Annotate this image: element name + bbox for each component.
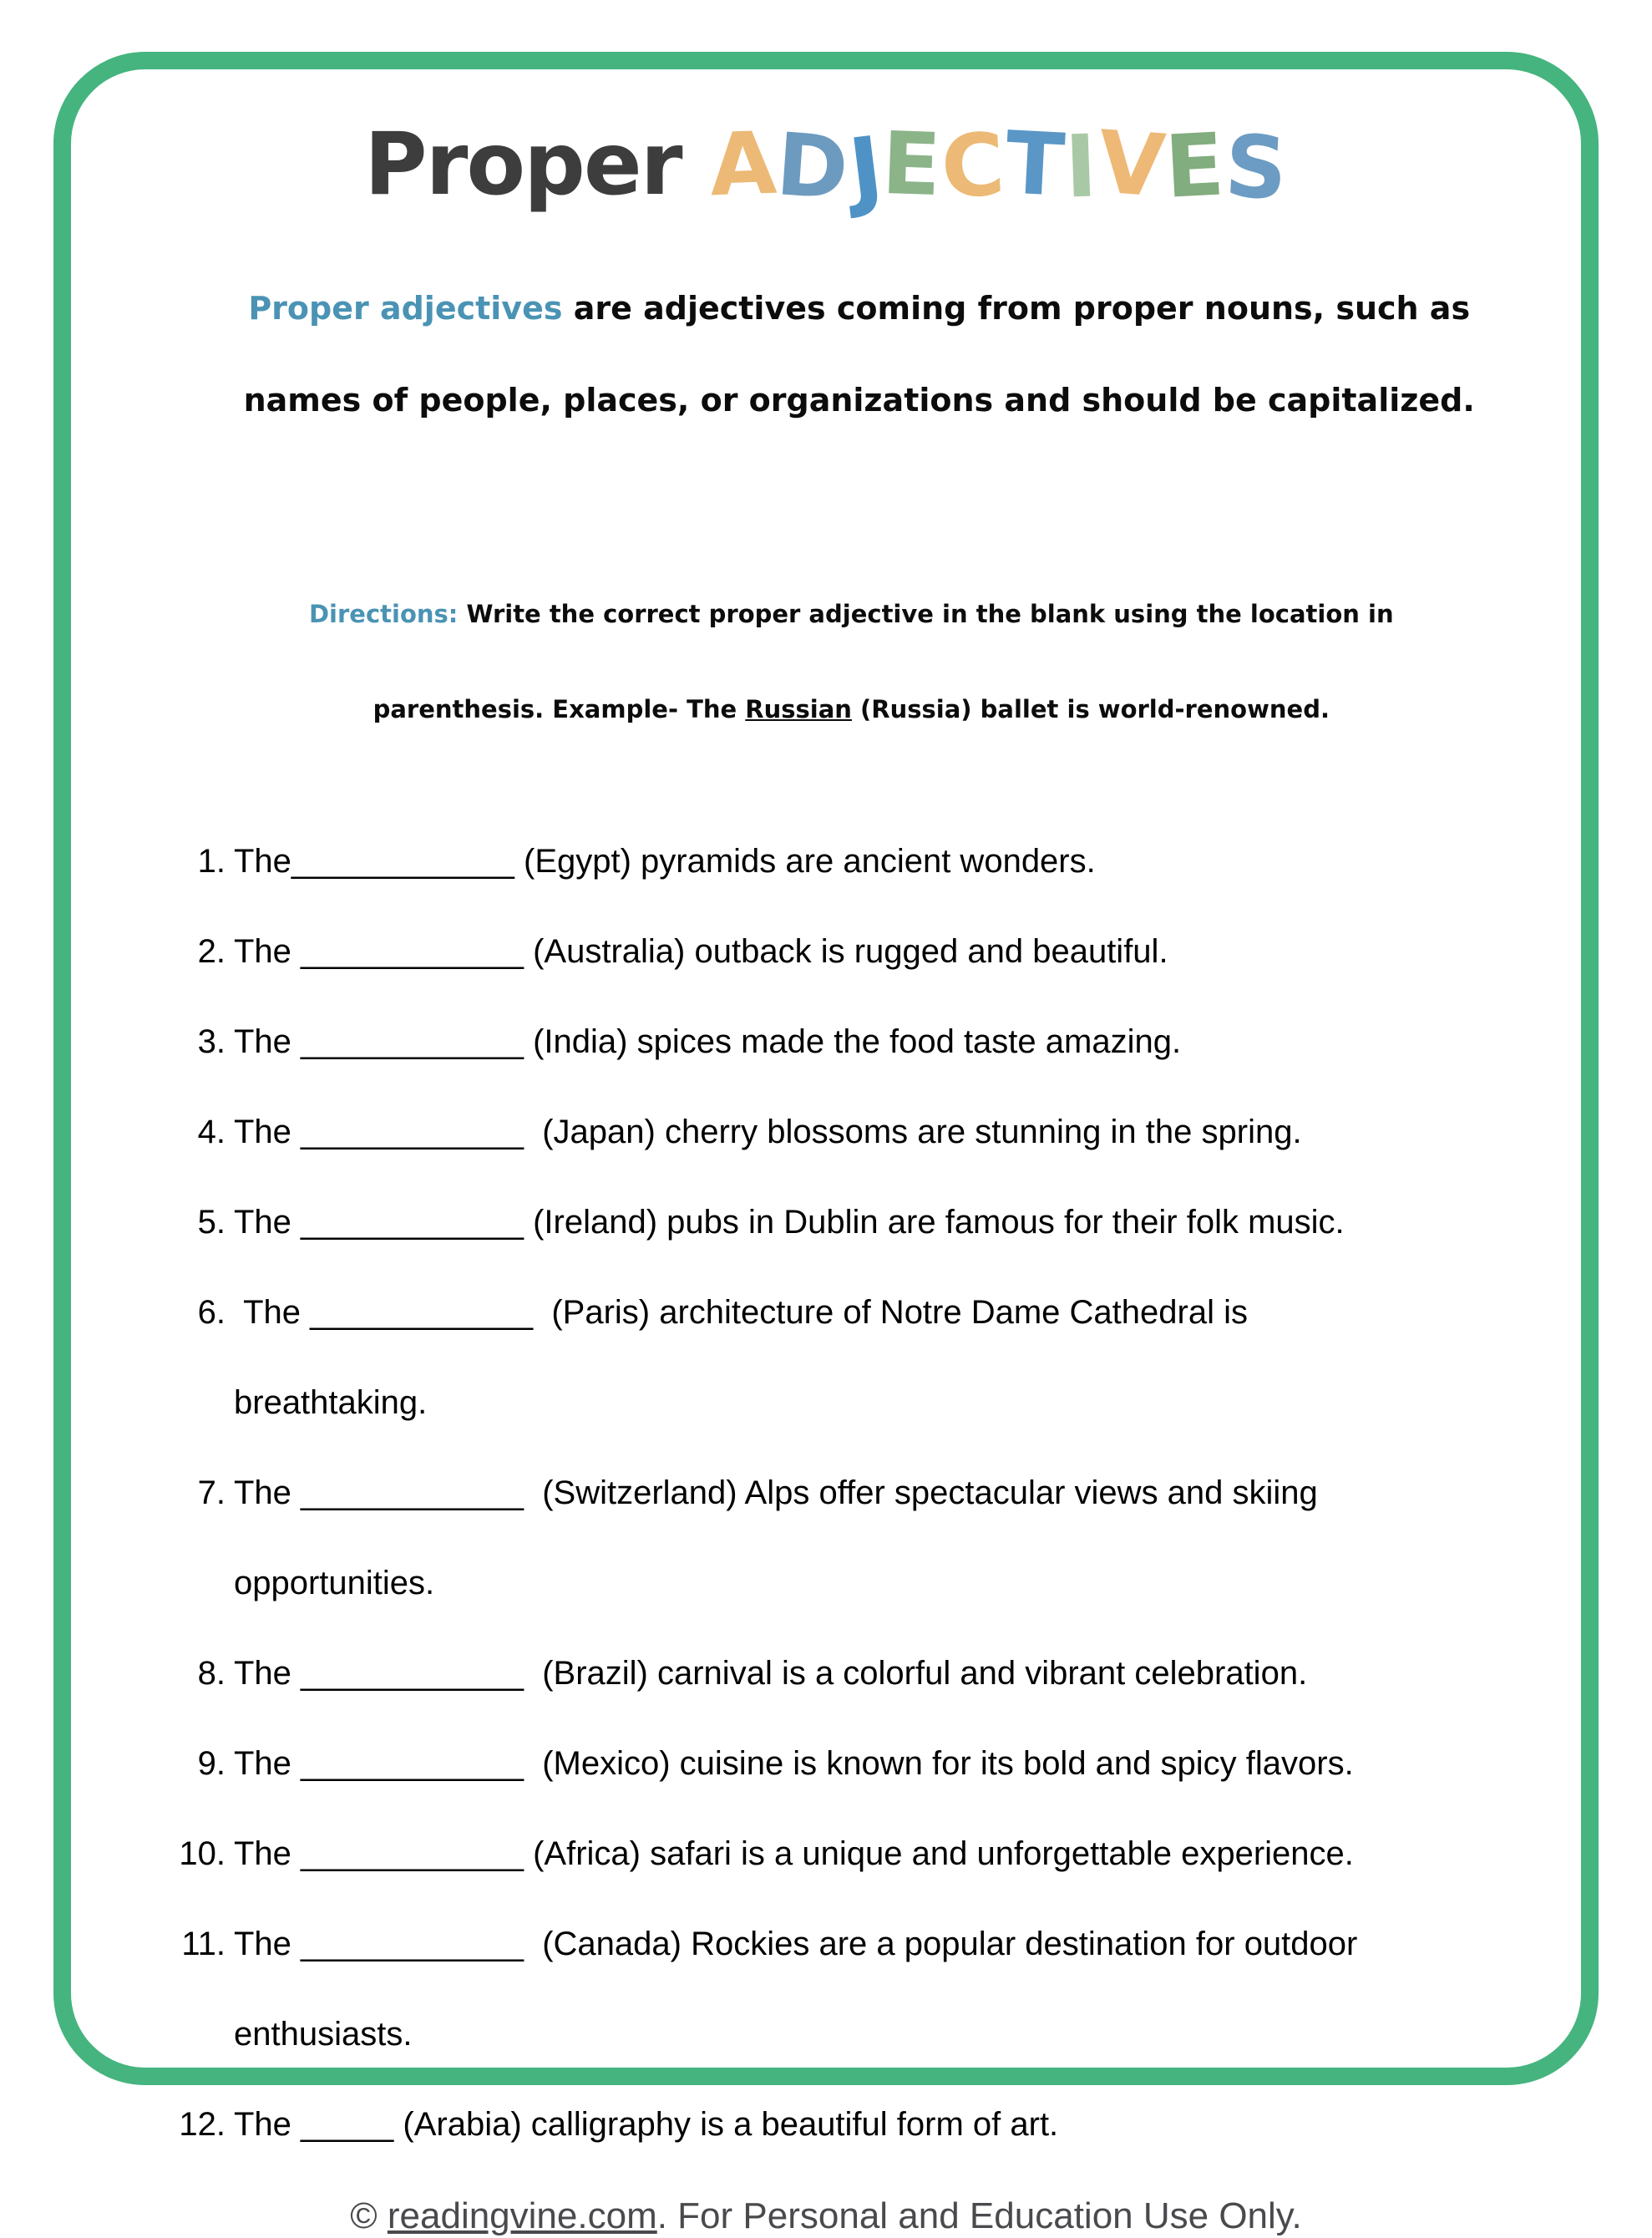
question-number: 9.	[197, 1745, 226, 1783]
question-text: The ____________ (Japan) cherry blossoms are stunning in the spring.	[234, 1114, 1302, 1151]
question-line	[117, 1292, 1535, 1332]
directions-line2-before: parenthesis. Example- The	[372, 695, 746, 724]
footer	[117, 2195, 1535, 2238]
directions-example-word: Russian	[745, 695, 852, 724]
question-text: The ____________ (Paris) architecture of Notre Dame Cathedral is	[234, 1294, 1248, 1332]
questions-list	[117, 841, 1535, 2144]
question-line	[117, 1473, 1535, 1513]
question-text: The ____________ (Brazil) carnival is a colorful and vibrant celebration.	[234, 1655, 1308, 1692]
question-line	[117, 1653, 1535, 1693]
title-letter: I	[1063, 116, 1100, 218]
question-line	[117, 1112, 1535, 1152]
question-line	[117, 2104, 1535, 2144]
question-number: 10.	[179, 1835, 226, 1873]
question-number: 8.	[197, 1655, 226, 1692]
question-line	[117, 1022, 1535, 1062]
footer-suffix: . For Personal and Education Use Only.	[656, 2195, 1302, 2237]
question-line	[117, 841, 1535, 881]
footer-link[interactable]: readingvine.com	[387, 2195, 657, 2237]
title-letter: T	[1002, 113, 1068, 216]
copyright-prefix: ©	[350, 2195, 388, 2237]
directions-line2-after: (Russia) ballet is world-renowned.	[851, 695, 1330, 724]
title-letter: V	[1094, 112, 1169, 217]
intro-text	[117, 240, 1535, 469]
title-letter: D	[773, 114, 853, 220]
question-number: 12.	[179, 2106, 226, 2144]
question-continuation: opportunities.	[234, 1565, 435, 1602]
question-number: 4.	[197, 1114, 226, 1151]
title-word-adjectives	[707, 112, 1290, 221]
question-text: The ____________ (Australia) outback is rugged and beautiful.	[234, 933, 1168, 971]
question-line	[117, 1743, 1535, 1784]
directions-line1-rest: Write the correct proper adjective in the blank using the location in	[458, 600, 1394, 629]
question-line	[117, 1924, 1535, 1964]
question-text: The ____________ (India) spices made the food taste amazing.	[234, 1023, 1182, 1061]
question-line	[117, 1202, 1535, 1242]
question-text: The _____ (Arabia) calligraphy is a beautiful form of art.	[234, 2106, 1059, 2144]
directions-text	[117, 543, 1535, 781]
question-continuation: enthusiasts.	[234, 2016, 413, 2053]
intro-highlight: Proper adjectives	[248, 290, 563, 327]
intro-line2: names of people, places, or organizations and should be capitalized.	[243, 382, 1475, 419]
title-letter: E	[879, 113, 944, 216]
question-number: 3.	[197, 1023, 226, 1061]
question-text: The____________ (Egypt) pyramids are ancient wonders.	[234, 843, 1096, 880]
question-text: The ____________ (Mexico) cuisine is known for its bold and spicy flavors.	[234, 1745, 1354, 1783]
question-continuation: breathtaking.	[234, 1384, 428, 1422]
question-text: The ____________ (Switzerland) Alps offer spectacular views and skiing	[234, 1474, 1318, 1512]
question-number: 1.	[197, 843, 226, 880]
question-number: 11.	[181, 1926, 226, 1963]
title-letter: J	[844, 118, 889, 221]
question-number: 6.	[197, 1294, 226, 1332]
page-title	[117, 0, 1535, 221]
title-letter: E	[1163, 114, 1228, 218]
title-letter: S	[1222, 116, 1290, 220]
question-text: The ____________ (Canada) Rockies are a popular destination for outdoor	[234, 1926, 1358, 1963]
directions-label: Directions:	[308, 600, 459, 629]
title-letter: C	[939, 114, 1009, 218]
question-line	[117, 931, 1535, 972]
intro-line1-rest: are adjectives coming from proper nouns, such as	[562, 290, 1471, 327]
question-number: 2.	[197, 933, 226, 971]
question-line	[117, 1834, 1535, 1874]
title-word-proper: Proper	[364, 114, 682, 215]
title-letter: A	[707, 113, 779, 216]
question-text: The ____________ (Ireland) pubs in Dublin are famous for their folk music.	[234, 1204, 1345, 1241]
question-number: 7.	[197, 1474, 226, 1512]
question-number: 5.	[197, 1204, 226, 1241]
question-text: The ____________ (Africa) safari is a unique and unforgettable experience.	[234, 1835, 1354, 1873]
